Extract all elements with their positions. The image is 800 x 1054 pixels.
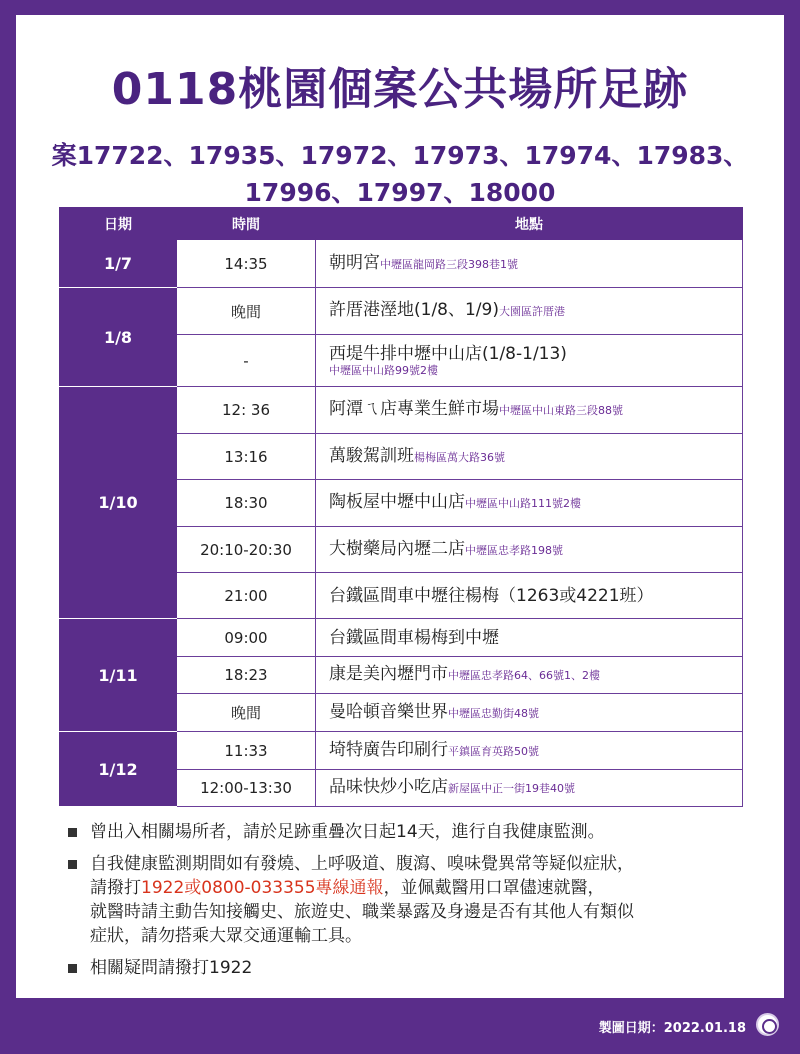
place-address: 中壢區忠孝路64、66號1、2樓 [448, 669, 600, 682]
place-address: 平鎮區育英路50號 [448, 744, 539, 758]
case-list-line-2: 17996、17997、18000 [244, 178, 556, 207]
place-cell [316, 770, 743, 807]
date-cell: 1/10 [60, 387, 177, 619]
place-cell [316, 573, 743, 619]
note-item [66, 852, 766, 948]
note-text: 自我健康監測期間如有發燒、上呼吸道、腹瀉、嗅味覺異常等疑似症狀， [90, 854, 634, 874]
place-name: 許厝港溼地(1/8、1/9) [329, 300, 499, 320]
table-row [60, 240, 743, 288]
place-cell [316, 732, 743, 770]
place-cell [316, 387, 743, 434]
place-cell [316, 240, 743, 288]
time-cell: 11:33 [177, 732, 316, 770]
place-address: 中壢區中山路99號2樓 [329, 364, 438, 377]
place-address: 中壢區龍岡路三段398巷1號 [380, 257, 518, 271]
time-cell: 21:00 [177, 573, 316, 619]
place-address: 中壢區忠孝路198號 [465, 543, 563, 557]
place-cell [316, 434, 743, 480]
note-item [66, 956, 766, 980]
table-row [60, 288, 743, 335]
note-text: ，並佩戴醫用口罩儘速就醫， [383, 878, 605, 898]
place-cell [316, 335, 743, 387]
note-text-line [90, 876, 766, 900]
table-row [60, 732, 743, 770]
place-name: 大樹藥局內壢二店 [329, 538, 465, 559]
place-address: 中壢區中山東路三段88號 [499, 404, 623, 417]
place-address: 中壢區中山路111號2樓 [465, 497, 581, 510]
header-place: 地點 [316, 208, 743, 240]
note-text: 就醫時請主動告知接觸史、旅遊史、職業暴露及身邊是否有其他人有類似 [90, 902, 634, 922]
place-address: 中壢區忠勤街48號 [448, 706, 539, 720]
table-header-row [60, 208, 743, 240]
time-cell: 晚間 [177, 694, 316, 732]
note-text: 症狀，請勿搭乘大眾交通運輸工具。 [90, 926, 362, 946]
note-text: 相關疑問請撥打1922 [90, 958, 253, 978]
square-bullet-icon [68, 860, 77, 869]
case-list [26, 137, 774, 211]
place-name: 西堤牛排中壢中山店(1/8-1/13) [329, 344, 567, 364]
case-list-line-1: 案17722、17935、17972、17973、17974、17983、 [51, 141, 749, 170]
time-cell: 18:30 [177, 480, 316, 527]
place-name: 品味快炒小吃店 [329, 777, 448, 797]
place-name: 阿潭ㄟ店專業生鮮市場 [329, 399, 499, 419]
place-name: 台鐵區間車楊梅到中壢 [329, 627, 499, 648]
date-cell: 1/12 [60, 732, 177, 807]
place-cell [316, 527, 743, 573]
place-address: 大園區許厝港 [498, 305, 565, 318]
time-cell: - [177, 335, 316, 387]
place-name: 康是美內壢門市 [329, 664, 448, 684]
square-bullet-icon [68, 964, 77, 973]
time-cell: 14:35 [177, 240, 316, 288]
government-seal-icon [756, 1013, 779, 1036]
place-name: 埼特廣告印刷行 [329, 739, 448, 760]
page-title: 0118桃園個案公共場所足跡 [111, 64, 689, 115]
table-row [60, 619, 743, 657]
place-cell [316, 480, 743, 527]
note-text: 請撥打 [90, 878, 141, 898]
place-cell [316, 657, 743, 694]
note-text: 曾出入相關場所者，請於足跡重疊次日起14天，進行自我健康監測。 [90, 822, 605, 842]
time-cell: 20:10-20:30 [177, 527, 316, 573]
hotline-highlight: 1922或0800-033355專線通報 [141, 878, 384, 898]
date-cell: 1/8 [60, 288, 177, 387]
place-cell [316, 619, 743, 657]
production-date: 製圖日期：2022.01.18 [598, 1021, 746, 1036]
date-cell: 1/7 [60, 240, 177, 288]
poster-card [16, 15, 784, 998]
note-item [66, 820, 766, 844]
place-address: 新屋區中正一街19巷40號 [448, 782, 575, 795]
time-cell: 13:16 [177, 434, 316, 480]
header-date: 日期 [60, 208, 177, 240]
place-name: 台鐵區間車中壢往楊梅（1263或4221班） [329, 585, 654, 606]
square-bullet-icon [68, 828, 77, 837]
time-cell: 09:00 [177, 619, 316, 657]
place-name: 萬駿駕訓班 [329, 445, 414, 466]
header-time: 時間 [177, 208, 316, 240]
footprint-table [59, 207, 743, 807]
time-cell: 12:00-13:30 [177, 770, 316, 807]
place-name: 陶板屋中壢中山店 [329, 492, 465, 512]
time-cell: 18:23 [177, 657, 316, 694]
place-name: 曼哈頓音樂世界 [329, 701, 448, 722]
table-row [60, 387, 743, 434]
place-name: 朝明宮 [329, 252, 380, 273]
time-cell: 晚間 [177, 288, 316, 335]
date-cell: 1/11 [60, 619, 177, 732]
notes [66, 820, 766, 988]
place-address: 楊梅區萬大路36號 [414, 450, 505, 464]
time-cell: 12: 36 [177, 387, 316, 434]
place-cell [316, 288, 743, 335]
place-cell [316, 694, 743, 732]
